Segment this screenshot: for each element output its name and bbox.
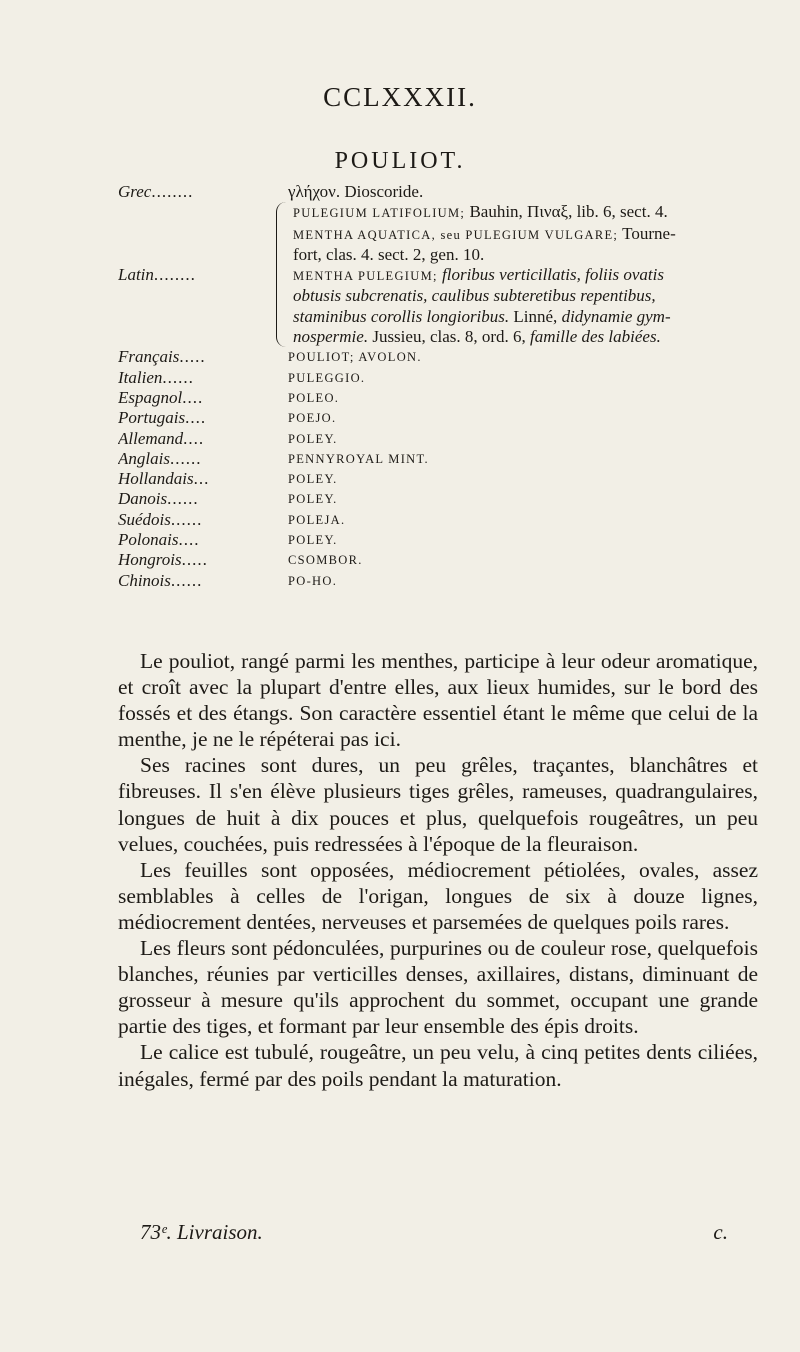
latin-synonyms: PULEGIUM LATIFOLIUM; Bauhin, Πιναξ, lib. 6, sect. 4. MENTHA AQUATICA, seu PULEGIUM VULGARE; Tourne- fort, clas. 4. sect. 2, gen. 10. MENTHA PULEGIUM; floribus verticillatis, foliis ovatis obtusis subcrenatis, caulibus subteretibus repentibus, staminibus corollis longioribus. Linné, didynamie gym- nospermie. Jussieu, clas. 8, ord. 6, famille des labiées. (293, 202, 676, 347)
lang-label: Grec (118, 182, 152, 201)
paragraph: Le calice est tubulé, rougeâtre, un peu velu, à cinq petites dents ciliées, inégales, fermé par des poils pendant la maturation. (118, 1040, 758, 1091)
description-text (118, 648, 758, 1092)
nomen-row-grec: Grec........ γλήχον. Dioscoride. (118, 182, 424, 201)
nomen-row: Chinois...... PO-HO. (118, 570, 338, 590)
paragraph: Les fleurs sont pédonculées, purpurines ou de couleur rose, quelquefois blanches, réunies par verticilles denses, axillaires, distans, diminuant de grosseur à mesure qu'ils approchent du sommet, occupant une grande partie des tiges, et formant par leur ensemble des épis droits. (118, 936, 758, 1039)
vernacular-list (118, 347, 758, 591)
nomen-row: Polonais.... POLEY. (118, 530, 338, 550)
nomen-row: Allemand.... POLEY. (118, 428, 338, 448)
nomen-row: Français..... POULIOT; AVOLON. (118, 347, 422, 367)
nomen-row: Suédois...... POLEJA. (118, 509, 346, 529)
nomen-row: Hongrois..... CSOMBOR. (118, 550, 363, 570)
lang-label: Latin (118, 264, 154, 284)
paragraph: Ses racines sont dures, un peu grêles, traçantes, blanchâtres et fibreuses. Il s'en élève plusieurs tiges grêles, rameuses, quadrangulaires, longues de huit à dix pouces et plus, quelquefois rougeâtres, un peu velues, couchées, puis redressées à l'époque de la fleuraison. (118, 753, 758, 856)
nomen-row: Italien...... PULEGGIO. (118, 367, 366, 387)
page-number: CCLXXXII. (323, 82, 477, 112)
nomenclature (118, 182, 758, 591)
page-title: POULIOT. (334, 148, 466, 174)
page-footer (118, 1220, 758, 1245)
gathering-mark: c. (713, 1220, 728, 1244)
nomen-row: Espagnol.... POLEO. (118, 387, 340, 407)
paragraph: Les feuilles sont opposées, médiocrement pétiolées, ovales, assez semblables à celles de l'origan, longues de six à douze lignes, médiocrement dentées, nerveuses et parsemées de quelques poils rares. (118, 857, 758, 934)
nomen-row-latin: Latin........ PULEGIUM LATIFOLIUM; Bauhin, Πιναξ, lib. 6, sect. 4. MENTHA AQUATICA, seu PULEGIUM VULGARE; Tourne- fort, clas. 4. sect. 2, gen. 10. MENTHA PULEGIUM; floribus verticillatis, foliis ovatis obtusis subcrenatis, caulibus subteretibus repentibus, staminibus corollis longioribus. Linné, didynamie gym- nospermie. Jussieu, clas. 8, ord. 6, famille des labiées. (118, 202, 758, 347)
brace-icon (276, 202, 289, 347)
nomen-row: Danois...... POLEY. (118, 489, 338, 509)
nomen-row: Hollandais... POLEY. (118, 469, 338, 489)
paragraph: Le pouliot, rangé parmi les menthes, participe à leur odeur aromatique, et croît avec la plupart d'entre elles, aux lieux humides, sur le bord des fossés et des étangs. Son caractère essentiel étant le même que celui de la menthe, je ne le répéterai pas ici. (118, 649, 758, 752)
nomen-row: Portugais.... POEJO. (118, 408, 337, 428)
nomen-row: Anglais...... PENNYROYAL MINT. (118, 448, 429, 468)
greek-name: γλήχον. (288, 182, 341, 201)
livraison-signature: 73ᵉ. Livraison. (140, 1220, 263, 1244)
